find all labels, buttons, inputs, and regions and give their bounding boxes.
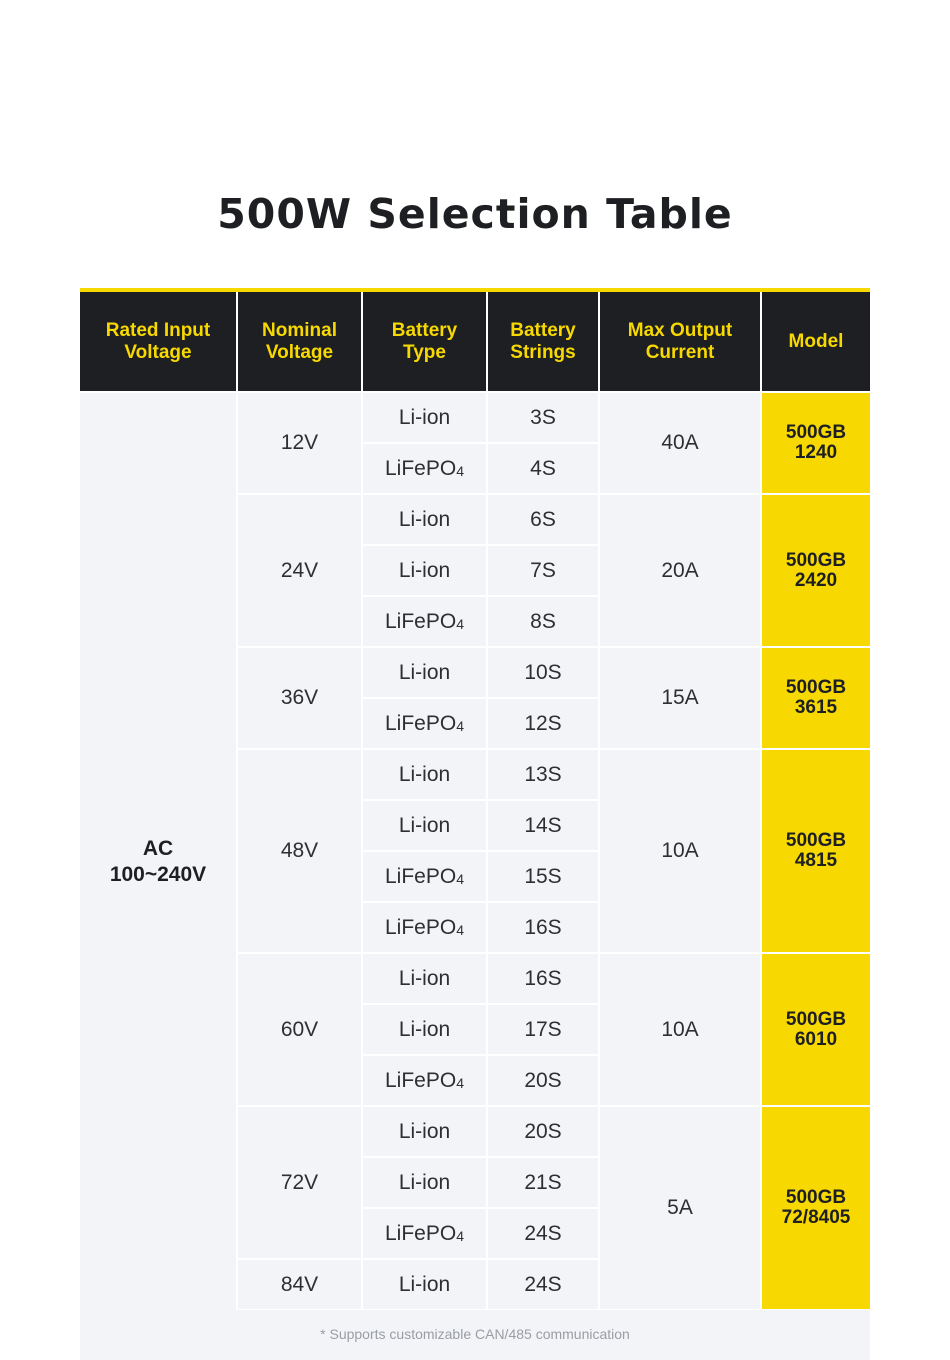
header-max-output-current: Max Output Current [599, 292, 761, 392]
cell-max-output-current: 5A [599, 1106, 761, 1310]
cell-battery-type: Li-ion [362, 1004, 487, 1055]
cell-nominal-voltage: 24V [237, 494, 362, 647]
cell-battery-type: Li-ion [362, 800, 487, 851]
cell-battery-strings: 20S [487, 1106, 599, 1157]
cell-max-output-current: 15A [599, 647, 761, 749]
cell-battery-strings: 12S [487, 698, 599, 749]
cell-battery-strings: 24S [487, 1259, 599, 1310]
cell-battery-strings: 21S [487, 1157, 599, 1208]
cell-battery-strings: 17S [487, 1004, 599, 1055]
header-nominal-voltage: Nominal Voltage [237, 292, 362, 392]
model-series: 500GB [785, 1008, 847, 1030]
cell-battery-type: LiFePO$_4$ [362, 1208, 487, 1259]
cell-battery-strings: 7S [487, 545, 599, 596]
cell-battery-strings: 16S [487, 902, 599, 953]
cell-max-output-current: 40A [599, 392, 761, 494]
table-row [80, 392, 870, 443]
cell-battery-type: Li-ion [362, 1106, 487, 1157]
cell-battery-strings: 15S [487, 851, 599, 902]
cell-nominal-voltage: 48V [237, 749, 362, 953]
model-number: 72/8405 [781, 1207, 851, 1228]
cell-battery-strings: 16S [487, 953, 599, 1004]
model-number: 4815 [794, 850, 838, 871]
rated-input-type: AC [142, 836, 174, 860]
cell-battery-type: Li-ion [362, 392, 487, 443]
page-title: 500W Selection Table [217, 190, 733, 238]
cell-battery-type: LiFePO$_4$ [362, 443, 487, 494]
cell-battery-strings: 24S [487, 1208, 599, 1259]
cell-model [761, 647, 870, 749]
footer-note: * Supports customizable CAN/485 communication [80, 1310, 870, 1360]
cell-battery-type: LiFePO$_4$ [362, 1055, 487, 1106]
cell-battery-strings: 4S [487, 443, 599, 494]
selection-table [80, 292, 870, 1311]
header-battery-type: Battery Type [362, 292, 487, 392]
cell-battery-strings: 20S [487, 1055, 599, 1106]
cell-battery-type: Li-ion [362, 1259, 487, 1310]
cell-max-output-current: 10A [599, 953, 761, 1106]
cell-nominal-voltage: 84V [237, 1259, 362, 1310]
cell-battery-type: Li-ion [362, 545, 487, 596]
model-series: 500GB [785, 549, 847, 571]
cell-battery-strings: 6S [487, 494, 599, 545]
cell-nominal-voltage: 36V [237, 647, 362, 749]
model-series: 500GB [785, 422, 847, 443]
cell-max-output-current: 10A [599, 749, 761, 953]
cell-model [761, 494, 870, 647]
cell-max-output-current: 20A [599, 494, 761, 647]
header-model: Model [761, 292, 870, 392]
model-number: 3615 [794, 697, 838, 718]
cell-battery-strings: 10S [487, 647, 599, 698]
header-battery-strings: Battery Strings [487, 292, 599, 392]
cell-battery-strings: 8S [487, 596, 599, 647]
cell-battery-type: Li-ion [362, 494, 487, 545]
model-number: 6010 [794, 1028, 838, 1050]
cell-battery-type: Li-ion [362, 647, 487, 698]
cell-model [761, 749, 870, 953]
model-series: 500GB [785, 830, 847, 851]
cell-battery-type: Li-ion [362, 1157, 487, 1208]
table-body [80, 392, 870, 1310]
table-header-row [80, 292, 870, 392]
cell-nominal-voltage: 60V [237, 953, 362, 1106]
cell-model [761, 392, 870, 494]
cell-battery-type: LiFePO$_4$ [362, 596, 487, 647]
cell-battery-type: Li-ion [362, 749, 487, 800]
cell-battery-strings: 13S [487, 749, 599, 800]
cell-battery-type: LiFePO$_4$ [362, 698, 487, 749]
cell-nominal-voltage: 72V [237, 1106, 362, 1259]
cell-nominal-voltage: 12V [237, 392, 362, 494]
model-number: 2420 [794, 569, 838, 591]
cell-rated-input [80, 392, 237, 1310]
header-rated-input-voltage: Rated Input Voltage [80, 292, 237, 392]
model-series: 500GB [785, 1187, 847, 1208]
cell-battery-strings: 3S [487, 392, 599, 443]
cell-battery-type: LiFePO$_4$ [362, 902, 487, 953]
cell-battery-type: LiFePO$_4$ [362, 851, 487, 902]
model-series: 500GB [785, 677, 847, 698]
cell-model [761, 953, 870, 1106]
rated-input-range: 100~240V [109, 862, 207, 886]
model-number: 1240 [794, 442, 838, 463]
cell-battery-strings: 14S [487, 800, 599, 851]
cell-model [761, 1106, 870, 1310]
cell-battery-type: Li-ion [362, 953, 487, 1004]
